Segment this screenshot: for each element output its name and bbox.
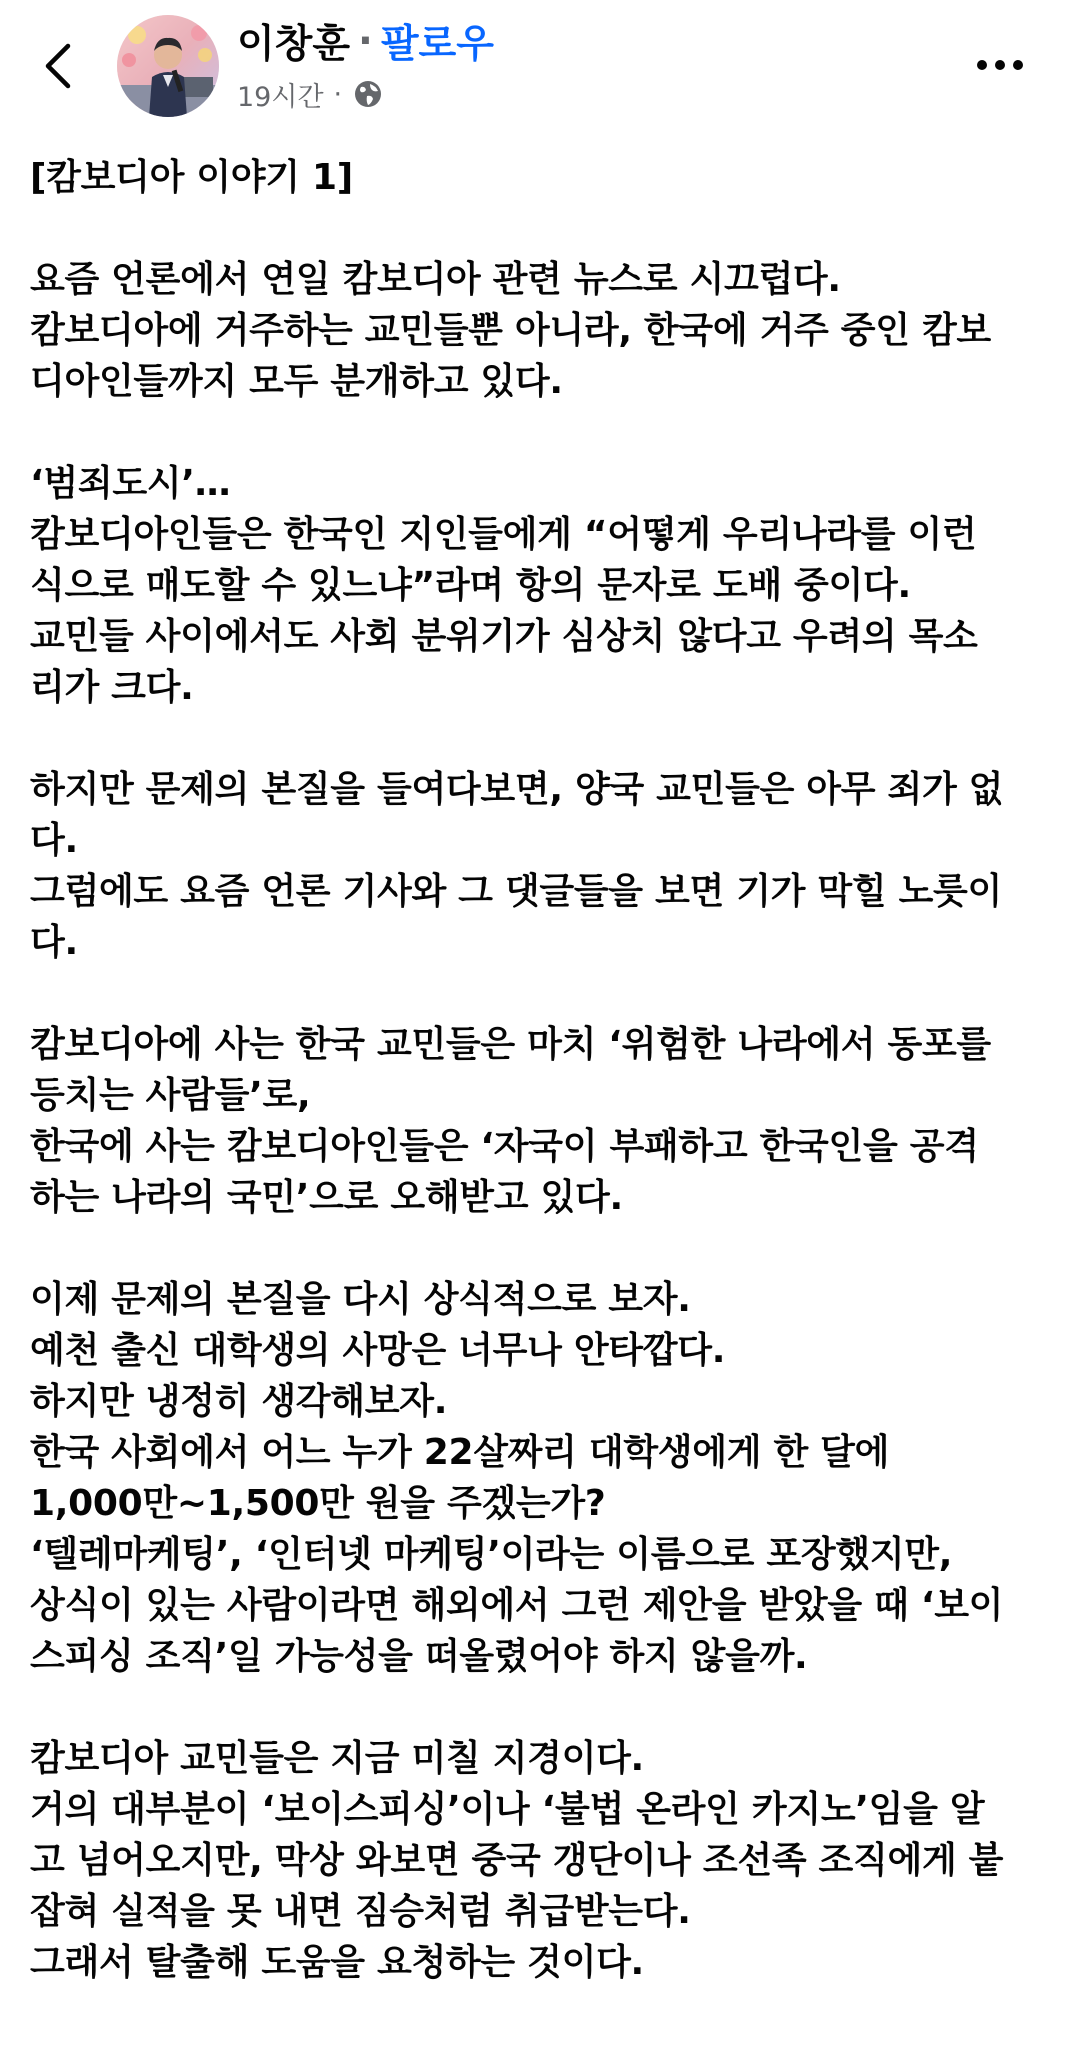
post-text-line: 요즘 언론에서 연일 캄보디아 관련 뉴스로 시끄럽다. bbox=[30, 259, 841, 300]
paragraph-break bbox=[30, 1223, 1040, 1274]
post-text-line: 등치는 사람들’로, bbox=[30, 1075, 311, 1116]
post-text-line: 한국에 사는 캄보디아인들은 ‘자국이 부패하고 한국인을 공격 bbox=[30, 1126, 979, 1167]
more-options-button[interactable] bbox=[970, 40, 1030, 90]
post-text-line: 예천 출신 대학생의 사망은 너무나 안타깝다. bbox=[30, 1330, 726, 1371]
chevron-left-icon bbox=[44, 42, 72, 90]
post-header bbox=[0, 0, 1066, 140]
post-text-line: 캄보디아에 거주하는 교민들뿐 아니라, 한국에 거주 중인 캄보 bbox=[30, 310, 991, 351]
post-text-line: 디아인들까지 모두 분개하고 있다. bbox=[30, 361, 563, 402]
author-separator: · bbox=[358, 18, 373, 64]
avatar-image bbox=[117, 15, 219, 117]
back-button[interactable] bbox=[30, 30, 86, 102]
post-text-line: 1,000만~1,500만 원을 주겠는가? bbox=[30, 1483, 606, 1524]
globe-icon[interactable] bbox=[352, 78, 384, 110]
author-name[interactable]: 이창훈 bbox=[237, 22, 351, 67]
post-text-line: [캄보디아 이야기 1] bbox=[30, 157, 353, 198]
post-text-line: 하는 나라의 국민’으로 오해받고 있다. bbox=[30, 1177, 623, 1218]
post-text-line: 고 넘어오지만, 막상 와보면 중국 갱단이나 조선족 조직에게 붙 bbox=[30, 1840, 1004, 1881]
post-text-line: 캄보디아에 사는 한국 교민들은 마치 ‘위험한 나라에서 동포를 bbox=[30, 1024, 991, 1065]
post-timestamp[interactable]: 19시간 bbox=[237, 81, 324, 113]
post-text-line: 한국 사회에서 어느 누가 22살짜리 대학생에게 한 달에 bbox=[30, 1432, 890, 1473]
post-meta bbox=[237, 72, 384, 116]
post-text-line: 하지만 문제의 본질을 들여다보면, 양국 교민들은 아무 죄가 없 bbox=[30, 769, 1004, 810]
post-text-line: 스피싱 조직’일 가능성을 떠올렸어야 하지 않을까. bbox=[30, 1636, 808, 1677]
post-text-line: 이제 문제의 본질을 다시 상식적으로 보자. bbox=[30, 1279, 691, 1320]
post-text-line: 캄보디아 교민들은 지금 미칠 지경이다. bbox=[30, 1738, 644, 1779]
paragraph-break bbox=[30, 203, 1040, 254]
post-text-line: 다. bbox=[30, 922, 78, 963]
post-text bbox=[30, 152, 1040, 1988]
post-text-line: ‘범죄도시’… bbox=[30, 463, 231, 504]
avatar[interactable] bbox=[117, 15, 219, 117]
more-horizontal-icon bbox=[976, 59, 1024, 71]
post-text-line: 다. bbox=[30, 820, 78, 861]
paragraph-break bbox=[30, 1682, 1040, 1733]
paragraph-break bbox=[30, 713, 1040, 764]
post-text-line: 리가 크다. bbox=[30, 667, 194, 708]
paragraph-break bbox=[30, 968, 1040, 1019]
post-text-line: 그래서 탈출해 도움을 요청하는 것이다. bbox=[30, 1942, 644, 1983]
post-text-line: 캄보디아인들은 한국인 지인들에게 “어떻게 우리나라를 이런 bbox=[30, 514, 977, 555]
post-text-line: 상식이 있는 사람이라면 해외에서 그런 제안을 받았을 때 ‘보이 bbox=[30, 1585, 1004, 1626]
post-text-line: 식으로 매도할 수 있느냐”라며 항의 문자로 도배 중이다. bbox=[30, 565, 911, 606]
post-text-line: 교민들 사이에서도 사회 분위기가 심상치 않다고 우려의 목소 bbox=[30, 616, 978, 657]
meta-separator: · bbox=[333, 78, 343, 110]
post-text-line: 거의 대부분이 ‘보이스피싱’이나 ‘불법 온라인 카지노’임을 알 bbox=[30, 1789, 985, 1830]
post-text-line: ‘텔레마케팅’, ‘인터넷 마케팅’이라는 이름으로 포장했지만, bbox=[30, 1534, 953, 1575]
post-text-line: 그럼에도 요즘 언론 기사와 그 댓글들을 보면 기가 막힐 노릇이 bbox=[30, 871, 1002, 912]
paragraph-break bbox=[30, 407, 1040, 458]
post-text-line: 잡혀 실적을 못 내면 짐승처럼 취급받는다. bbox=[30, 1891, 691, 1932]
post-text-line: 하지만 냉정히 생각해보자. bbox=[30, 1381, 448, 1422]
follow-button[interactable]: 팔로우 bbox=[380, 22, 494, 67]
author-line bbox=[237, 16, 494, 66]
